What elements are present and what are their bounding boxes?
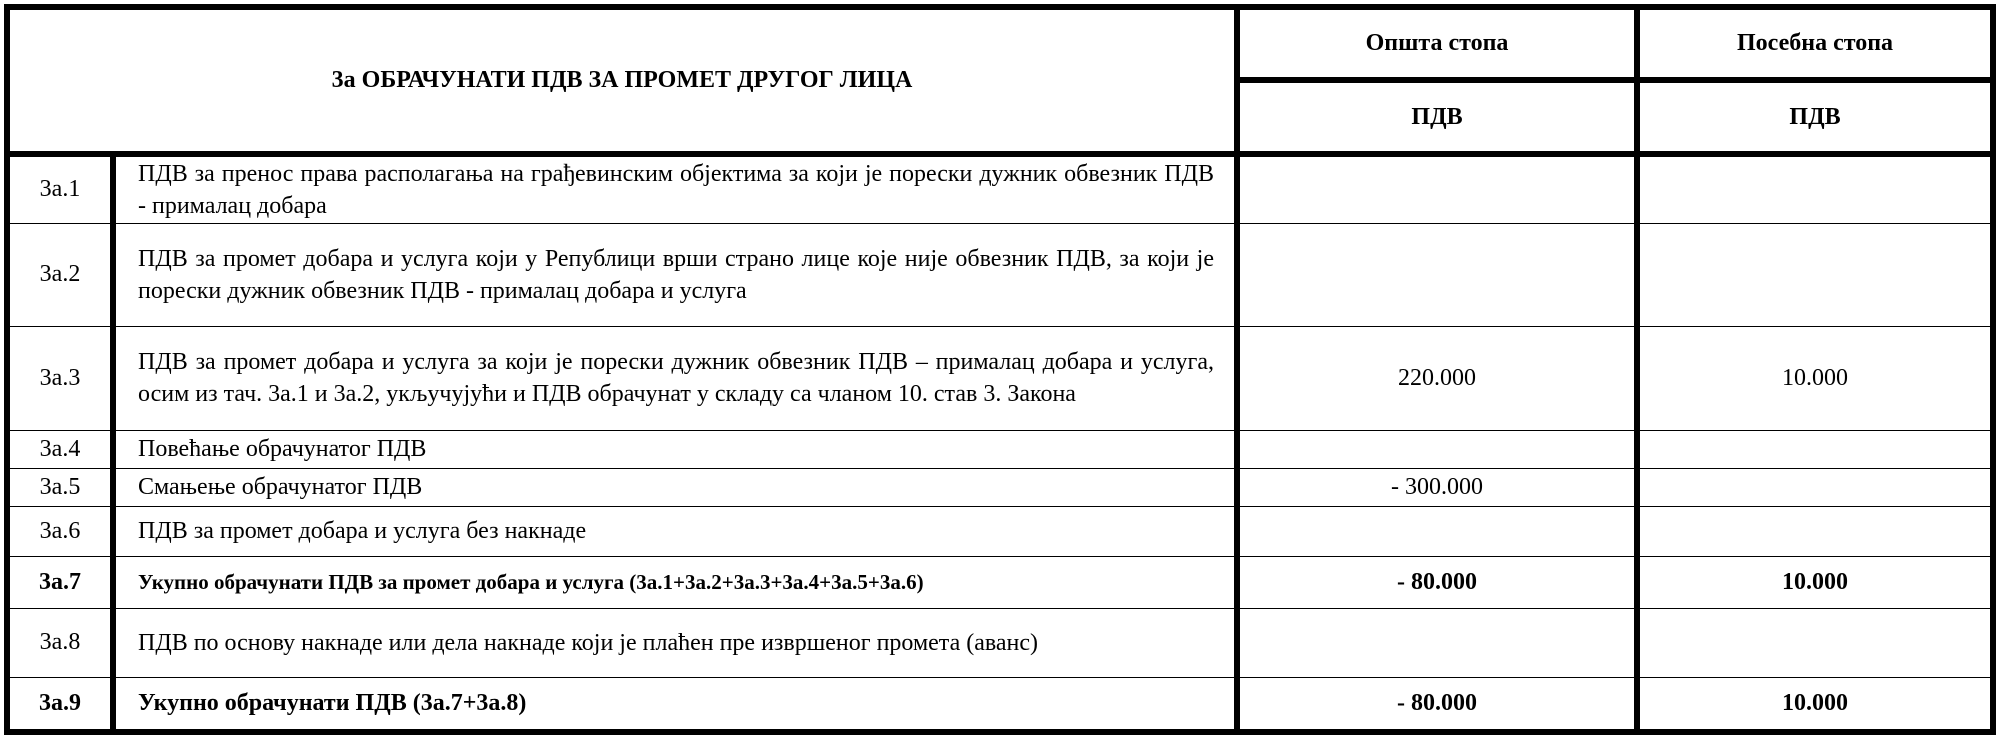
row-description: ПДВ за промет добара и услуга без накнаде [113,506,1237,556]
row-description: ПДВ за промет добара и услуга који у Републици врши страно лице које није обвезник ПДВ, за који је порески дужник обвезник ПДВ - прималац добара и услуга [113,223,1237,326]
column-header-general-rate: Општа стопа [1237,7,1637,80]
column-subheader-special-vat: ПДВ [1637,80,1993,154]
row-number: 3а.2 [7,223,113,326]
general-rate-value: 220.000 [1237,326,1637,430]
row-number: 3а.1 [7,154,113,223]
vat-table [4,4,1996,735]
general-rate-value: - 300.000 [1237,468,1637,506]
row-description: Укупно обрачунати ПДВ (3а.7+3а.8) [113,677,1237,732]
special-rate-value: 10.000 [1637,326,1993,430]
row-description: Укупно обрачунати ПДВ за промет добара и услуга (3а.1+3а.2+3а.3+3а.4+3а.5+3а.6) [113,556,1237,608]
row-description: ПДВ за промет добара и услуга за који је порески дужник обвезник ПДВ – прималац добара и услуга, осим из тач. 3а.1 и 3а.2, укључујући и ПДВ обрачунат у складу са чланом 10. став 3. Закона [113,326,1237,430]
table-row [7,556,1993,608]
row-description: ПДВ по основу накнаде или дела накнаде који је плаћен пре извршеног промета (аванс) [113,608,1237,677]
row-number: 3а.3 [7,326,113,430]
special-rate-value [1637,468,1993,506]
general-rate-value [1237,430,1637,468]
row-number: 3а.7 [7,556,113,608]
general-rate-value: - 80.000 [1237,556,1637,608]
table-row [7,430,1993,468]
table-row [7,608,1993,677]
column-subheader-general-vat: ПДВ [1237,80,1637,154]
general-rate-value: - 80.000 [1237,677,1637,732]
special-rate-value: 10.000 [1637,556,1993,608]
row-number: 3а.8 [7,608,113,677]
table-row [7,677,1993,732]
general-rate-value [1237,506,1637,556]
row-number: 3а.6 [7,506,113,556]
general-rate-value [1237,154,1637,223]
row-description: Повећање обрачунатог ПДВ [113,430,1237,468]
general-rate-value [1237,608,1637,677]
special-rate-value [1637,430,1993,468]
special-rate-value [1637,608,1993,677]
special-rate-value [1637,506,1993,556]
table-row [7,468,1993,506]
special-rate-value: 10.000 [1637,677,1993,732]
row-description: ПДВ за пренос права располагања на грађевинским објектима за који је порески дужник обвезник ПДВ - прималац добара [113,154,1237,223]
table-row [7,506,1993,556]
column-header-special-rate: Посебна стопа [1637,7,1993,80]
row-number: 3а.4 [7,430,113,468]
special-rate-value [1637,223,1993,326]
table-title: 3а ОБРАЧУНАТИ ПДВ ЗА ПРОМЕТ ДРУГОГ ЛИЦА [7,7,1237,154]
row-number: 3а.5 [7,468,113,506]
row-description: Смањење обрачунатог ПДВ [113,468,1237,506]
general-rate-value [1237,223,1637,326]
special-rate-value [1637,154,1993,223]
table-row [7,326,1993,430]
row-number: 3а.9 [7,677,113,732]
table-row [7,223,1993,326]
table-row [7,154,1993,223]
